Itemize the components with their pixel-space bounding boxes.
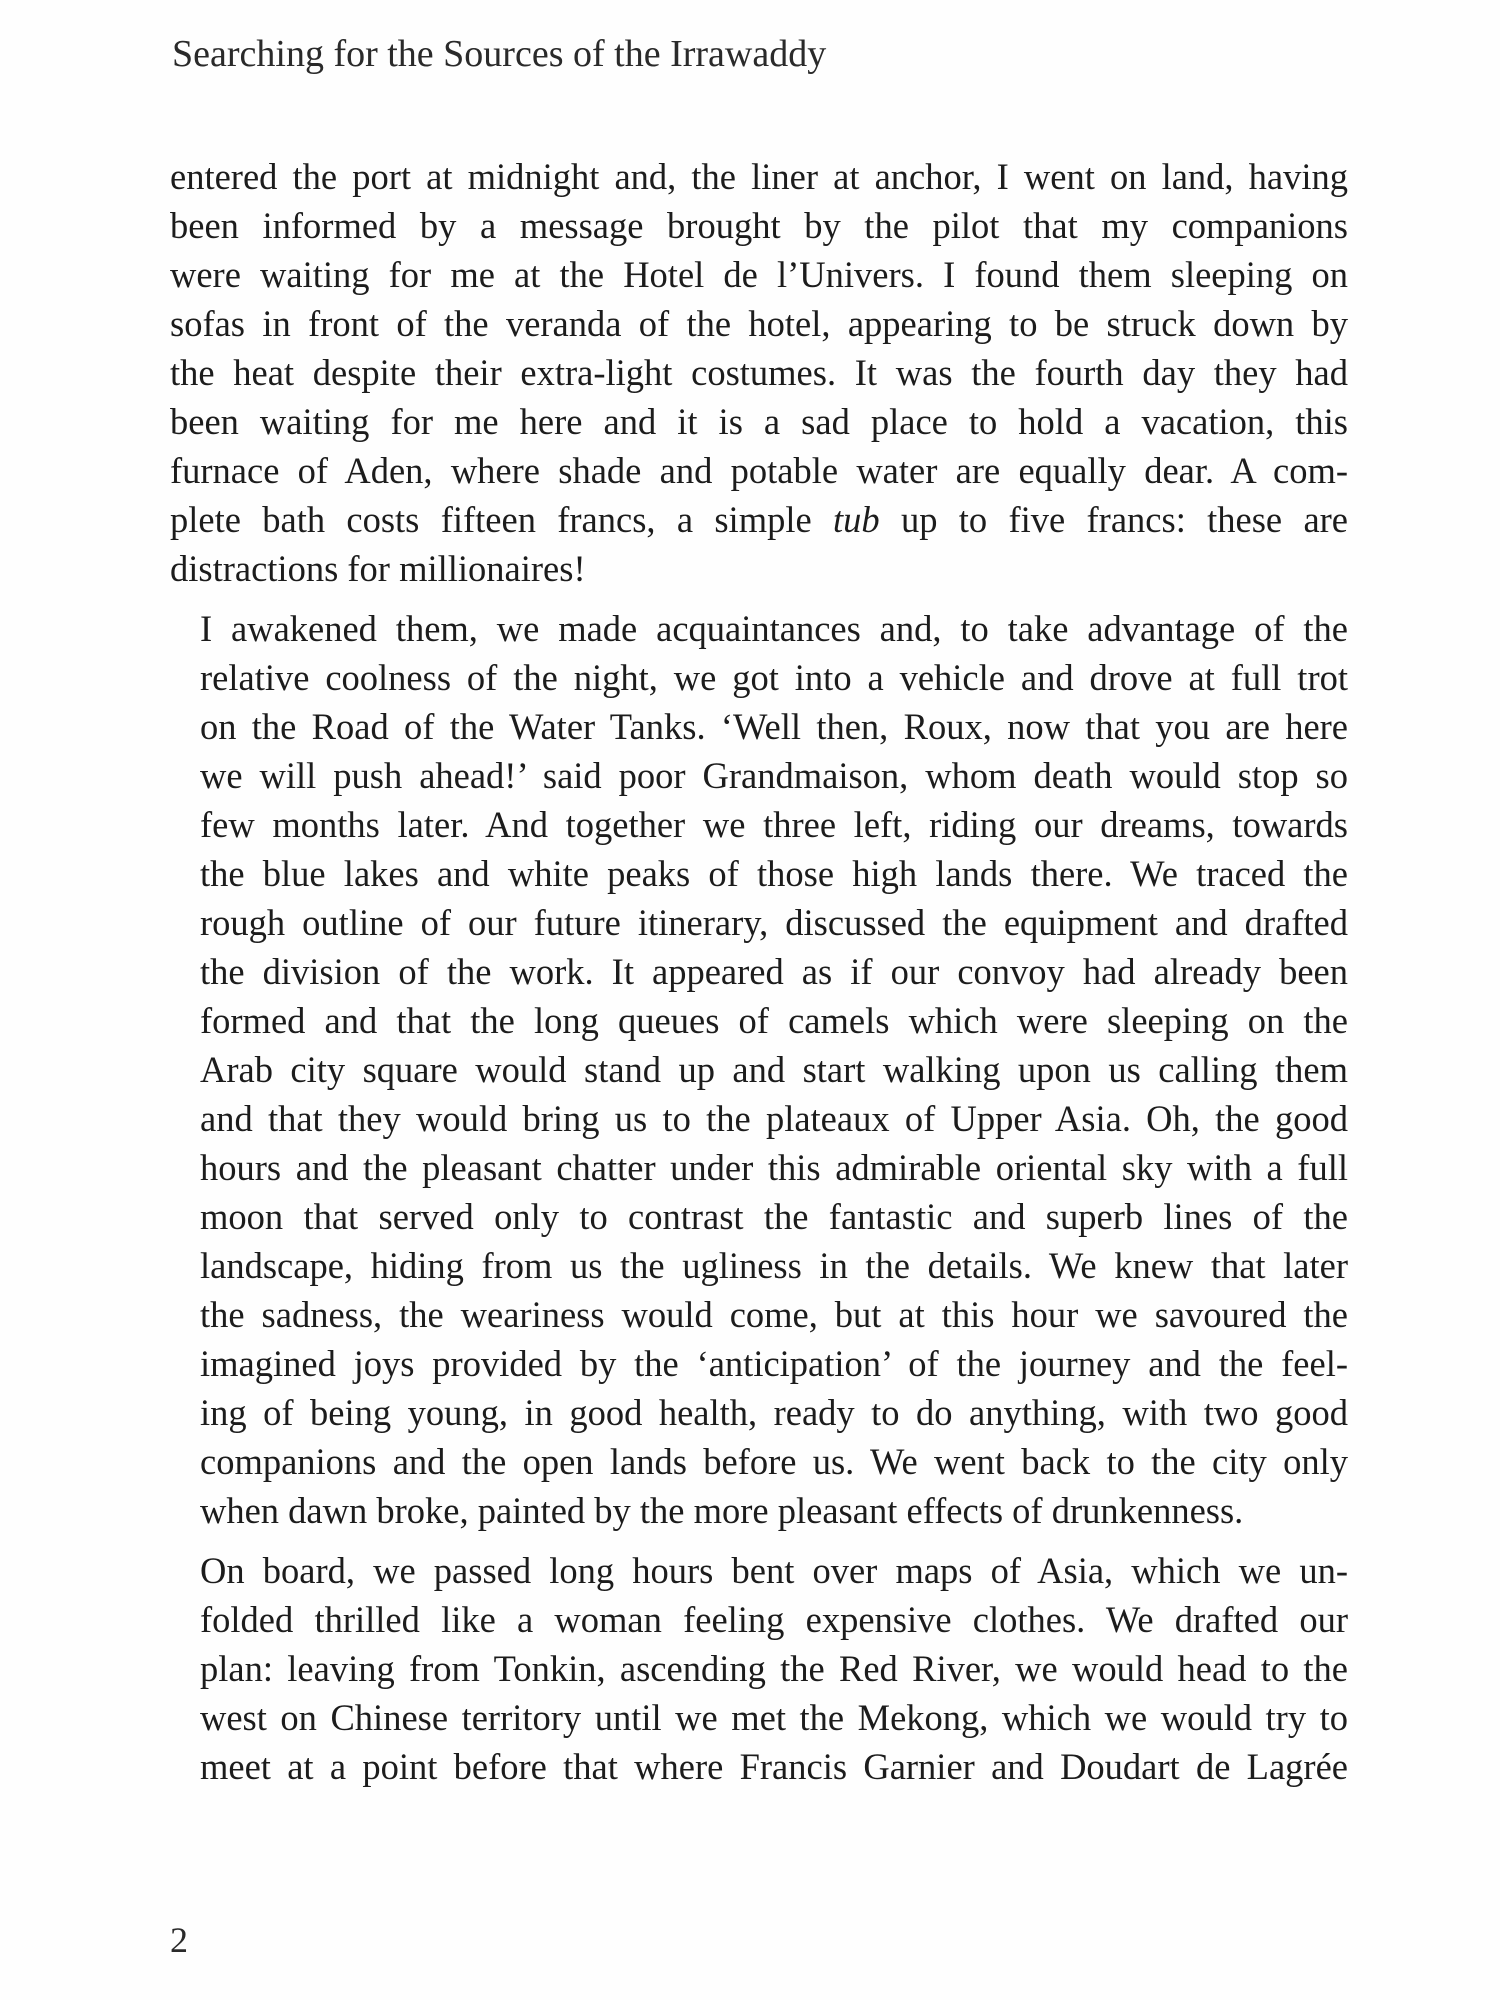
text-line: ing of being young, in good health, ready to do anything, with two good: [200, 1392, 1348, 1433]
text-line: moon that served only to contrast the fantastic and superb lines of the: [200, 1196, 1348, 1237]
text-line: we will push ahead!’ said poor Grandmaison, whom death would stop so: [200, 755, 1348, 796]
text-line: and that they would bring us to the plateaux of Upper Asia. Oh, the good: [200, 1098, 1348, 1139]
text-line: companions and the open lands before us. We went back to the city only: [200, 1441, 1348, 1482]
text-line: on the Road of the Water Tanks. ‘Well then, Roux, now that you are here: [200, 706, 1348, 747]
text-line: been informed by a message brought by the pilot that my companions: [170, 205, 1348, 246]
text-line: hours and the pleasant chatter under this admirable oriental sky with a full: [200, 1147, 1348, 1188]
text-line: Arab city square would stand up and start walking upon us calling them: [200, 1049, 1348, 1090]
text-line: when dawn broke, painted by the more pleasant effects of drunkenness.: [200, 1490, 1244, 1531]
text-line: rough outline of our future itinerary, discussed the equipment and drafted: [200, 902, 1348, 943]
text-line: west on Chinese territory until we met the Mekong, which we would try to: [200, 1697, 1348, 1738]
text-line: the sadness, the weariness would come, but at this hour we savoured the: [200, 1294, 1348, 1335]
text-line: plete bath costs fifteen francs, a simple tub up to five francs: these are: [170, 499, 1348, 540]
text-line: meet at a point before that where Francis Garnier and Doudart de Lagrée: [200, 1746, 1348, 1787]
text-line: been waiting for me here and it is a sad place to hold a vacation, this: [170, 401, 1348, 442]
text-line: the division of the work. It appeared as if our convoy had already been: [200, 951, 1348, 992]
text-line: relative coolness of the night, we got into a vehicle and drove at full trot: [200, 657, 1348, 698]
text-line: furnace of Aden, where shade and potable water are equally dear. A com-: [170, 450, 1348, 491]
paragraph-1: [170, 152, 1348, 593]
text-line: the heat despite their extra-light costumes. It was the fourth day they had: [170, 352, 1348, 393]
body-text: [170, 152, 1348, 1791]
text-line: folded thrilled like a woman feeling expensive clothes. We drafted our: [200, 1599, 1348, 1640]
text-line: were waiting for me at the Hotel de l’Univers. I found them sleeping on: [170, 254, 1348, 295]
page-number: 2: [170, 1920, 188, 1960]
text-line: imagined joys provided by the ‘anticipation’ of the journey and the feel-: [200, 1343, 1348, 1384]
text-line: formed and that the long queues of camels which were sleeping on the: [200, 1000, 1348, 1041]
paragraph-3: [170, 1546, 1348, 1791]
text-line: sofas in front of the veranda of the hotel, appearing to be struck down by: [170, 303, 1348, 344]
italic-word: tub: [833, 499, 880, 540]
running-head: Searching for the Sources of the Irrawaddy: [172, 33, 827, 75]
text-line: the blue lakes and white peaks of those high lands there. We traced the: [200, 853, 1348, 894]
text-line: On board, we passed long hours bent over maps of Asia, which we un-: [200, 1550, 1348, 1591]
text-line: distractions for millionaires!: [170, 548, 586, 589]
text-line: entered the port at midnight and, the liner at anchor, I went on land, having: [170, 156, 1348, 197]
paragraph-2: [170, 604, 1348, 1535]
text-line: plan: leaving from Tonkin, ascending the Red River, we would head to the: [200, 1648, 1348, 1689]
text-line: few months later. And together we three left, riding our dreams, towards: [200, 804, 1348, 845]
text-line: I awakened them, we made acquaintances and, to take advantage of the: [200, 608, 1348, 649]
text-line: landscape, hiding from us the ugliness in the details. We knew that later: [200, 1245, 1348, 1286]
